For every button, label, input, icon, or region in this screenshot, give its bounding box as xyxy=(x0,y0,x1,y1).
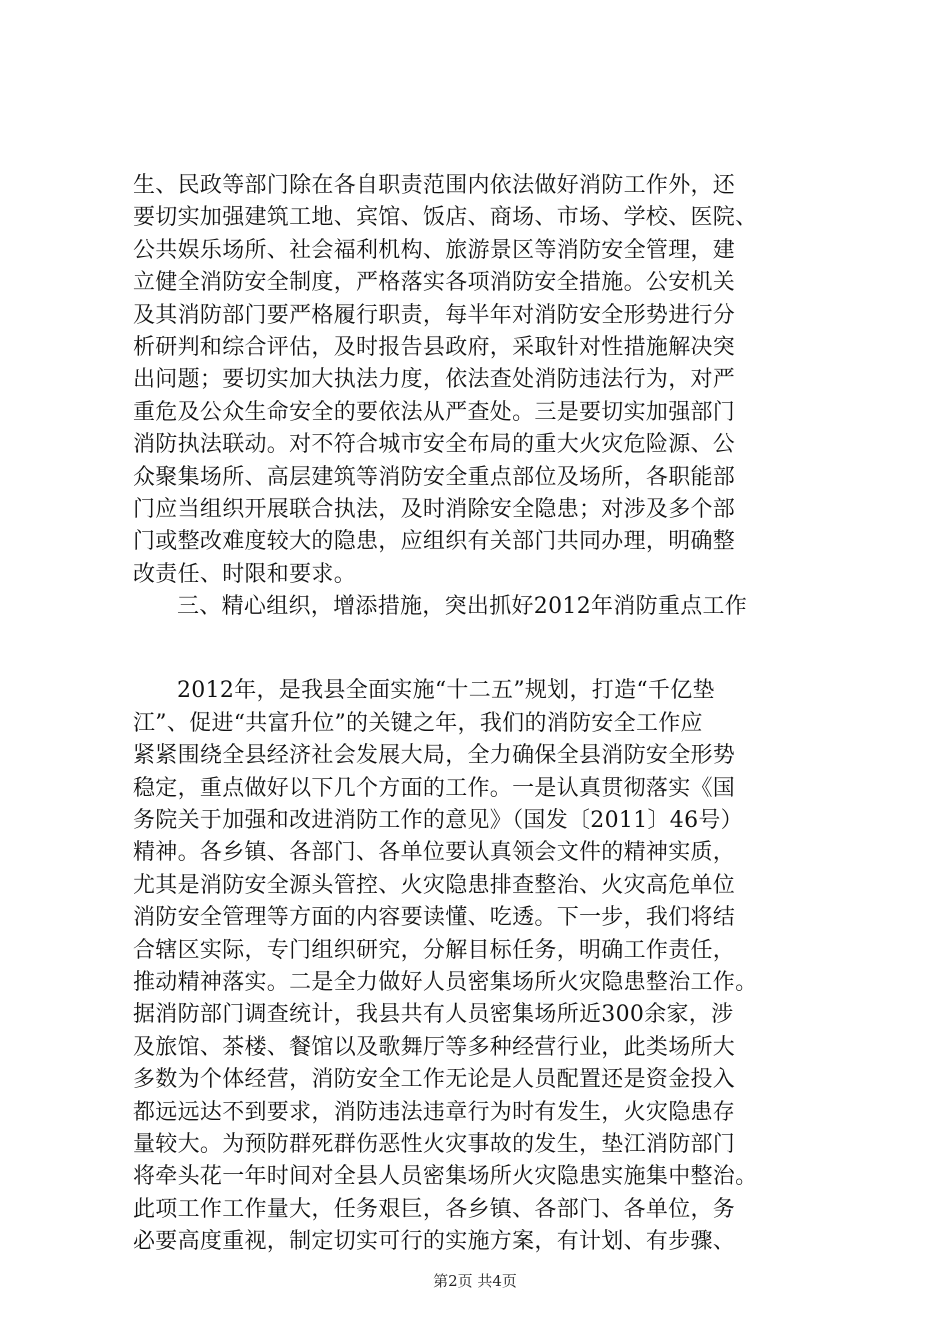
text-line: 析研判和综合评估，及时报告县政府，采取针对性措施解决突 xyxy=(133,334,736,360)
text-line: 公共娱乐场所、社会福利机构、旅游景区等消防安全管理，建 xyxy=(133,237,736,263)
text-line: 紧紧围绕全县经济社会发展大局，全力确保全县消防安全形势 xyxy=(133,743,736,769)
text-line: 合辖区实际，专门组织研究，分解目标任务，明确工作责任， xyxy=(133,937,736,963)
text-line: 众聚集场所、高层建筑等消防安全重点部位及场所，各职能部 xyxy=(133,464,736,490)
page-footer xyxy=(0,1271,950,1291)
text-line: 改责任、时限和要求。 xyxy=(133,561,357,587)
text-line: 要切实加强建筑工地、宾馆、饭店、商场、市场、学校、医院、 xyxy=(133,205,758,231)
blank-spacer xyxy=(133,623,833,675)
text-line: 生、民政等部门除在各自职责范围内依法做好消防工作外，还 xyxy=(133,173,736,198)
text-line: 都远远达不到要求，消防违法违章行为时有发生，火灾隐患存 xyxy=(133,1099,736,1125)
text-line: 及其消防部门要严格履行职责，每半年对消防安全形势进行分 xyxy=(133,302,736,328)
text-line: 出问题；要切实加大执法力度，依法查处消防违法行为，对严 xyxy=(133,367,736,393)
document-body xyxy=(133,170,833,1259)
section-heading: 三、精心组织，增添措施，突出抓好2012年消防重点工作 xyxy=(177,594,748,620)
text-line: 此项工作工作量大，任务艰巨，各乡镇、各部门、各单位，务 xyxy=(133,1196,736,1222)
text-line: 江”、促进“共富升位”的关键之年，我们的消防安全工作应 xyxy=(133,710,703,736)
text-line: 立健全消防安全制度，严格落实各项消防安全措施。公安机关 xyxy=(133,270,736,296)
text-line: 务院关于加强和改进消防工作的意见》（国发〔2011〕46号） xyxy=(133,808,743,834)
text-line: 消防安全管理等方面的内容要读懂、吃透。下一步，我们将结 xyxy=(133,905,736,931)
text-line: 多数为个体经营，消防安全工作无论是人员配置还是资金投入 xyxy=(133,1067,736,1093)
text-line: 将牵头花一年时间对全县人员密集场所火灾隐患实施集中整治。 xyxy=(133,1164,758,1190)
text-line: 及旅馆、茶楼、餐馆以及歌舞厅等多种经营行业，此类场所大 xyxy=(133,1034,736,1060)
text-line: 门或整改难度较大的隐患，应组织有关部门共同办理，明确整 xyxy=(133,529,736,555)
page-number-label: 第2页 共4页 xyxy=(433,1272,517,1290)
text-line: 门应当组织开展联合执法，及时消除安全隐患；对涉及多个部 xyxy=(133,496,736,522)
text-line: 必要高度重视，制定切实可行的实施方案，有计划、有步骤、 xyxy=(133,1229,736,1255)
text-line: 稳定，重点做好以下几个方面的工作。一是认真贯彻落实《国 xyxy=(133,775,736,801)
text-line: 据消防部门调查统计，我县共有人员密集场所近300余家，涉 xyxy=(133,1002,734,1028)
text-line: 推动精神落实。二是全力做好人员密集场所火灾隐患整治工作。 xyxy=(133,969,758,995)
text-line: 尤其是消防安全源头管控、火灾隐患排查整治、火灾高危单位 xyxy=(133,872,736,898)
text-line: 精神。各乡镇、各部门、各单位要认真领会文件的精神实质， xyxy=(133,840,736,866)
text-line: 2012年，是我县全面实施“十二五”规划，打造“千亿垫 xyxy=(177,678,715,704)
text-line: 量较大。为预防群死群伤恶性火灾事故的发生，垫江消防部门 xyxy=(133,1131,736,1157)
text-line: 消防执法联动。对不符合城市安全布局的重大火灾危险源、公 xyxy=(133,432,736,458)
text-line: 重危及公众生命安全的要依法从严查处。三是要切实加强部门 xyxy=(133,399,736,425)
